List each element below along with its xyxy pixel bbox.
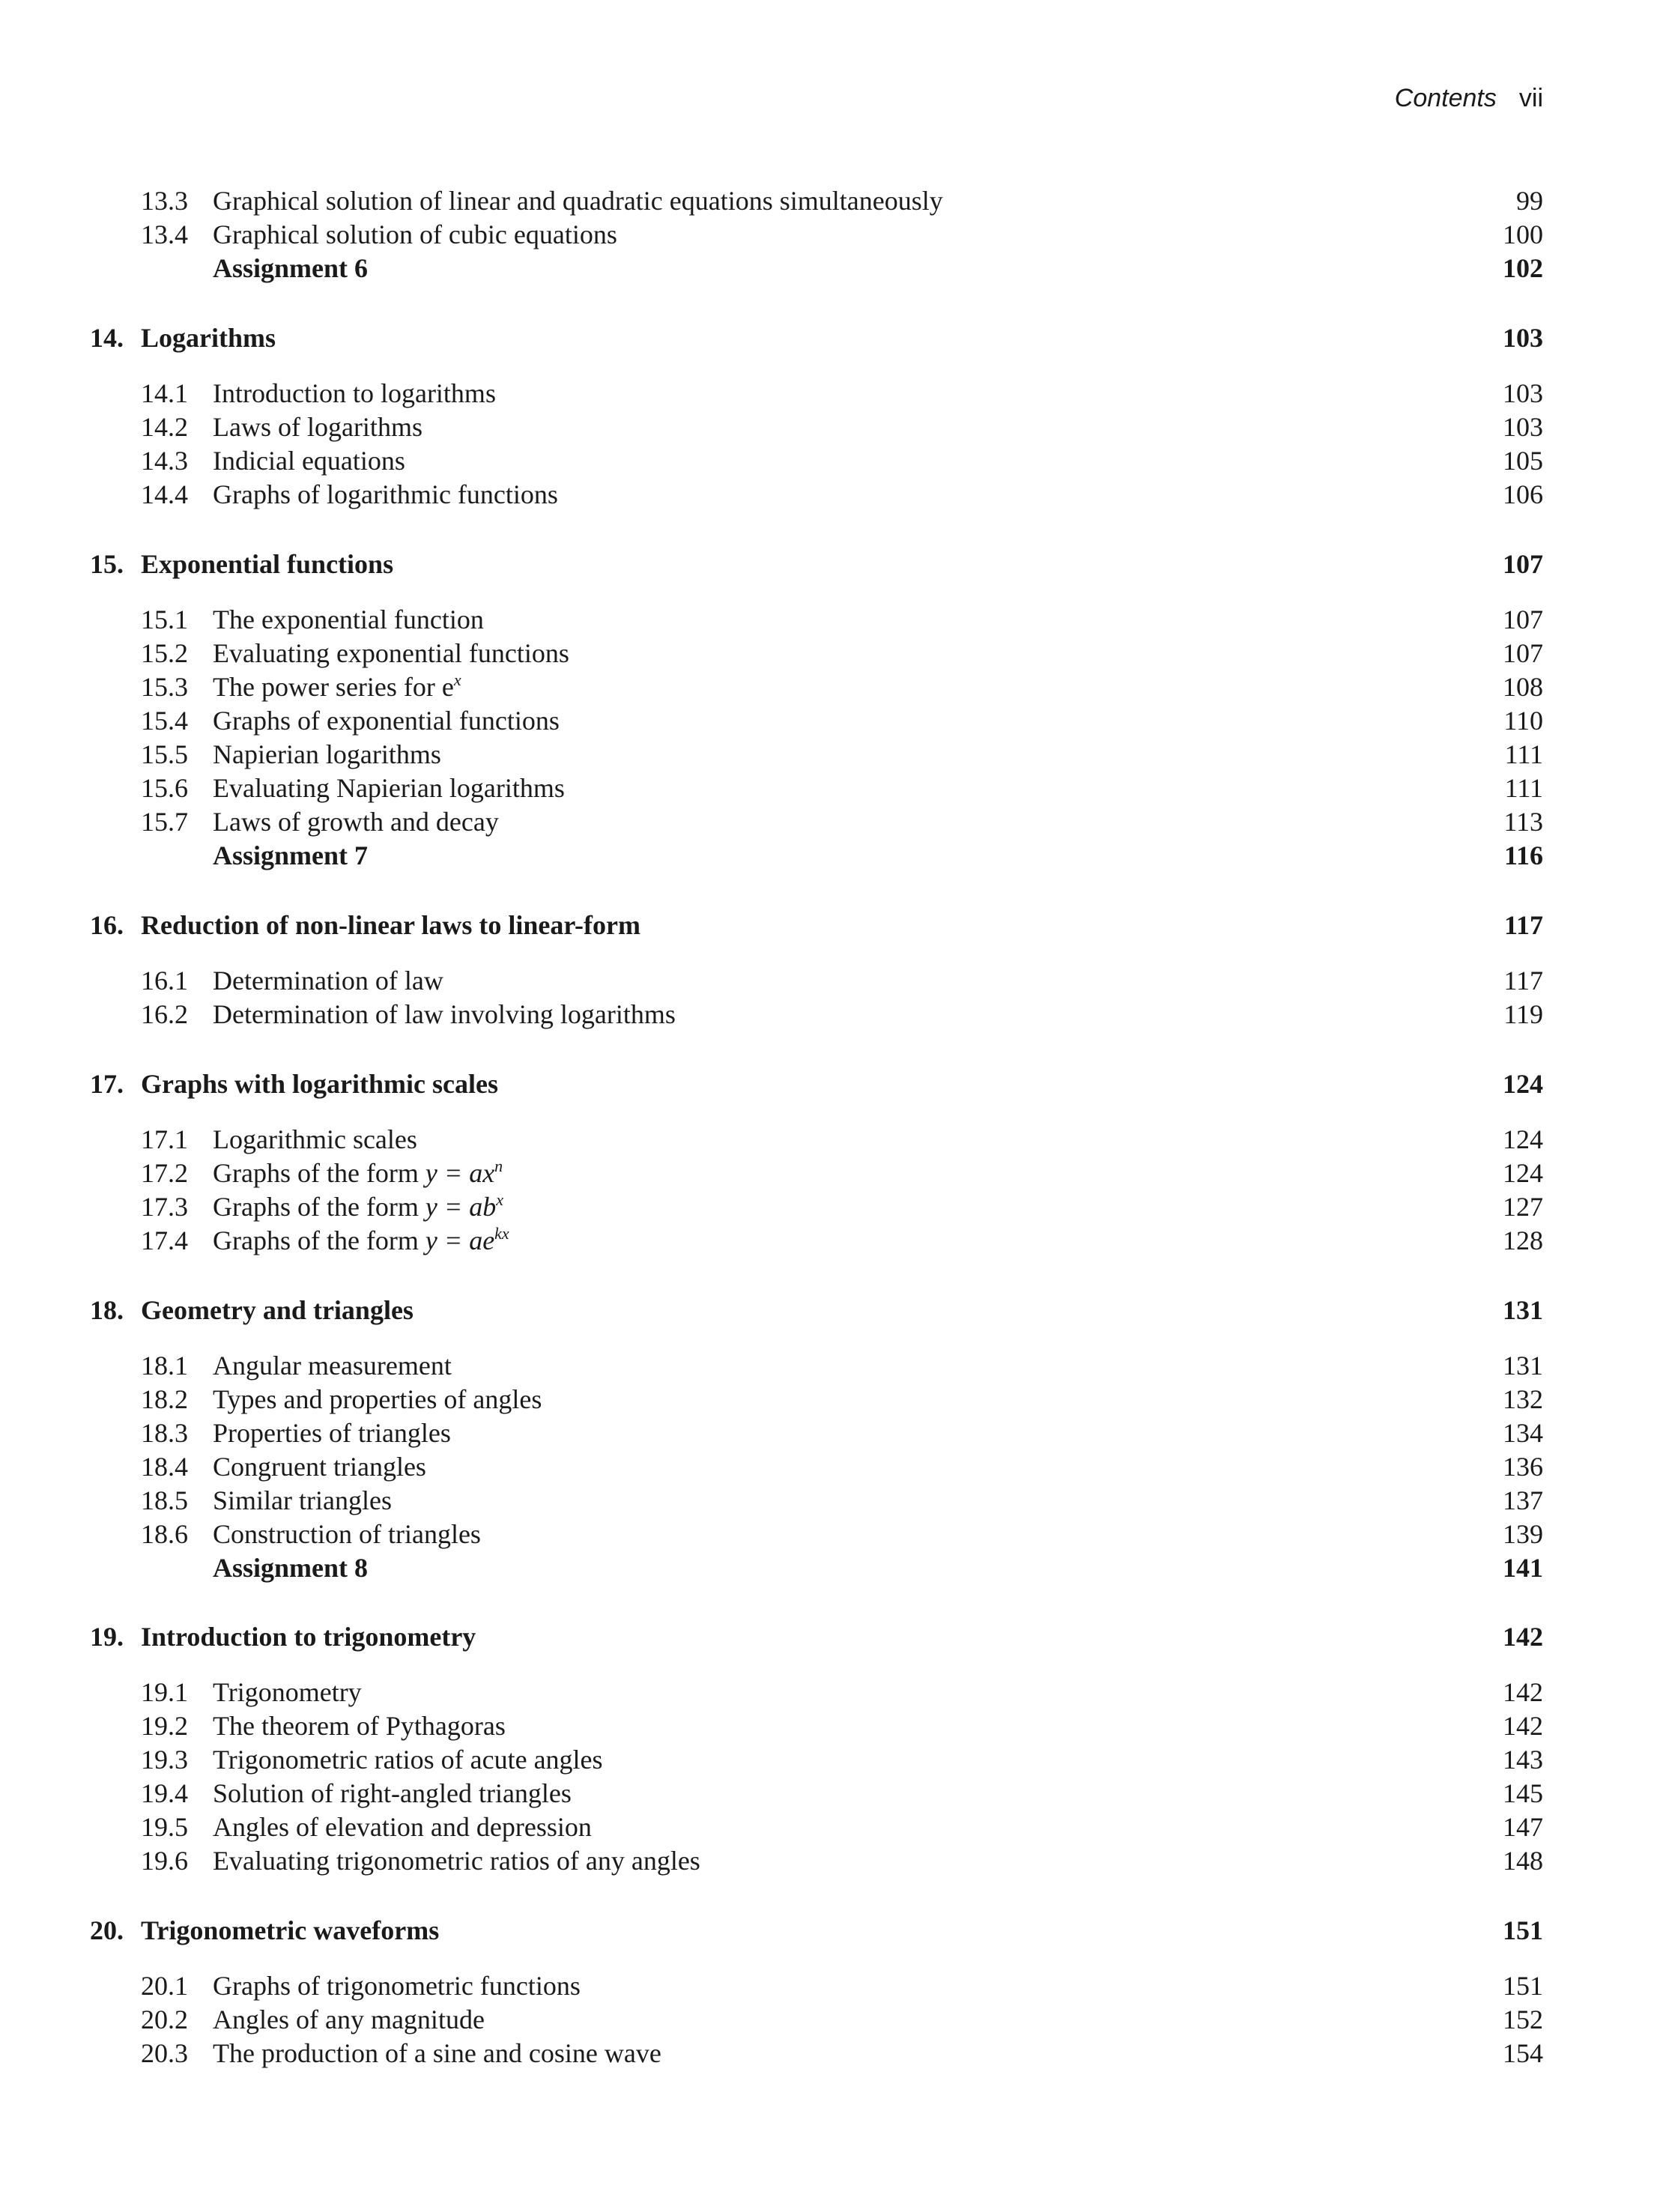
section-title: The exponential function [213,604,484,634]
toc-entry [0,636,1663,670]
page-number: 131 [1503,1351,1543,1381]
page-number: 128 [1503,1225,1543,1255]
toc-entry [0,1969,1663,2003]
page-number: 124 [1503,1158,1543,1188]
section-number: 18.1 [141,1351,188,1381]
section-title: Trigonometry [213,1677,362,1707]
section-title [213,1156,503,1190]
superscript: n [494,1157,503,1175]
section-number: 15.5 [141,739,188,769]
page-number: 142 [1503,1622,1543,1652]
section-title: Determination of law [213,966,443,996]
chapter-title: Logarithms [141,323,276,353]
toc-entry [0,1483,1663,1518]
section-number: 19.1 [141,1677,188,1707]
toc-chapter [0,1293,1663,1327]
toc-assignment [0,1551,1663,1585]
page-number: 107 [1503,604,1543,634]
page-number: 111 [1504,739,1543,769]
section-number: 15.4 [141,706,188,736]
toc-entry [0,1810,1663,1844]
running-head [1395,84,1543,113]
section-number: 20.3 [141,2038,188,2068]
section-title: The production of a sine and cosine wave [213,2038,661,2068]
page-number: 108 [1503,672,1543,702]
section-number: 15.3 [141,672,188,702]
chapter-title: Introduction to trigonometry [141,1622,476,1652]
section-title: Similar triangles [213,1485,392,1515]
section-number: 16.1 [141,966,188,996]
chapter-title: Geometry and triangles [141,1295,414,1325]
section-title: Introduction to logarithms [213,378,496,408]
section-number: 19.2 [141,1711,188,1741]
toc-chapter [0,321,1663,355]
section-number: 17.3 [141,1192,188,1222]
section-title: Graphs of exponential functions [213,706,560,736]
formula: y = ab [425,1192,497,1222]
section-title: Construction of triangles [213,1519,481,1549]
section-number: 13.4 [141,219,188,249]
toc-entry [0,1449,1663,1484]
section-title-text: Graphs of the form [213,1225,425,1255]
section-title: Laws of logarithms [213,412,422,442]
toc-entry [0,1190,1663,1224]
page-number: 103 [1503,412,1543,442]
toc-entry [0,804,1663,839]
page-number: 100 [1503,219,1543,249]
chapter-title: Trigonometric waveforms [141,1915,440,1945]
toc-entry [0,217,1663,252]
toc-entry [0,477,1663,512]
page-number: 105 [1503,446,1543,476]
toc-entry [0,376,1663,410]
section-number: 20.1 [141,1971,188,2001]
section-title: Napierian logarithms [213,739,441,769]
toc-entry [0,184,1663,218]
section-title: Properties of triangles [213,1418,451,1448]
section-title: Evaluating trigonometric ratios of any angles [213,1846,700,1876]
toc-entry [0,1122,1663,1157]
chapter-number: 14. [90,323,124,353]
section-number: 18.2 [141,1384,188,1414]
assignment-title: Assignment 6 [213,253,369,283]
section-title: Laws of growth and decay [213,807,499,837]
page-number: 103 [1503,378,1543,408]
superscript: x [496,1190,503,1209]
page-number: 106 [1503,479,1543,509]
toc-entry [0,963,1663,998]
toc-entry [0,602,1663,637]
toc-entry [0,1348,1663,1383]
assignment-title: Assignment 8 [213,1553,369,1583]
toc-entry [0,2036,1663,2070]
page-number: 143 [1503,1745,1543,1775]
section-title: Logarithmic scales [213,1124,417,1154]
page-number: 139 [1503,1519,1543,1549]
section-number: 18.4 [141,1452,188,1482]
page-number: 113 [1503,807,1543,837]
section-number: 14.3 [141,446,188,476]
section-title: Graphs of logarithmic functions [213,479,558,509]
toc-chapter [0,908,1663,942]
section-number: 19.6 [141,1846,188,1876]
toc-entry [0,410,1663,444]
section-number: 17.2 [141,1158,188,1188]
toc-entry [0,670,1663,704]
toc-entry [0,1843,1663,1878]
page-number: 110 [1503,706,1543,736]
assignment-title: Assignment 7 [213,840,369,870]
section-title: Graphical solution of linear and quadratic equations simultaneously [213,186,943,216]
section-number: 15.1 [141,604,188,634]
section-title: Evaluating exponential functions [213,638,569,668]
section-number: 15.7 [141,807,188,837]
page-number: 117 [1503,966,1543,996]
page-number: 152 [1503,2005,1543,2034]
page-number: 124 [1503,1069,1543,1099]
section-title: Angles of elevation and depression [213,1812,592,1842]
running-head-page-number: vii [1518,84,1543,112]
section-title: Solution of right-angled triangles [213,1778,572,1808]
section-number: 20.2 [141,2005,188,2034]
section-title [213,1190,503,1224]
superscript: x [453,670,461,689]
toc-entry [0,1776,1663,1810]
toc-chapter [0,547,1663,581]
toc-entry [0,1156,1663,1190]
section-title: Congruent triangles [213,1452,426,1482]
page-number: 142 [1503,1677,1543,1707]
toc-entry [0,2002,1663,2037]
section-number: 14.2 [141,412,188,442]
page-number: 134 [1503,1418,1543,1448]
page-number: 145 [1503,1778,1543,1808]
toc-entry [0,443,1663,478]
section-title: Types and properties of angles [213,1384,542,1414]
page-number: 131 [1503,1295,1543,1325]
section-number: 19.5 [141,1812,188,1842]
section-title-text: Graphs of the form [213,1192,425,1222]
toc-chapter [0,1619,1663,1654]
section-number: 16.2 [141,999,188,1029]
section-title: Graphical solution of cubic equations [213,219,617,249]
page-number: 102 [1503,253,1543,283]
toc-entry [0,1742,1663,1777]
toc-entry [0,703,1663,738]
page-number: 141 [1503,1553,1543,1583]
running-head-label: Contents [1394,84,1497,112]
toc-entry [0,1223,1663,1258]
section-title: Angles of any magnitude [213,2005,485,2034]
page-number: 147 [1503,1812,1543,1842]
chapter-number: 17. [90,1069,124,1099]
superscript: kx [494,1224,509,1243]
section-number: 19.4 [141,1778,188,1808]
toc-entry [0,737,1663,772]
section-number: 19.3 [141,1745,188,1775]
page-number: 127 [1503,1192,1543,1222]
toc-entry [0,771,1663,805]
page-number: 132 [1503,1384,1543,1414]
section-title: Evaluating Napierian logarithms [213,773,565,803]
toc-entry [0,1416,1663,1450]
page-number: 111 [1504,773,1543,803]
page-number: 117 [1503,910,1543,940]
section-title-text: Graphs of the form [213,1158,425,1188]
section-number: 18.3 [141,1418,188,1448]
toc-entry [0,1675,1663,1709]
section-title: Determination of law involving logarithms [213,999,676,1029]
page-number: 142 [1503,1711,1543,1741]
section-title: Angular measurement [213,1351,452,1381]
section-title: Indicial equations [213,446,405,476]
toc-entry [0,997,1663,1031]
chapter-title: Graphs with logarithmic scales [141,1069,498,1099]
section-number: 18.6 [141,1519,188,1549]
section-title: Trigonometric ratios of acute angles [213,1745,603,1775]
page-number: 151 [1503,1915,1543,1945]
section-number: 15.2 [141,638,188,668]
section-title: Graphs of trigonometric functions [213,1971,581,2001]
section-number: 14.4 [141,479,188,509]
chapter-number: 15. [90,549,124,579]
section-title-text: The power series for e [213,672,454,702]
chapter-number: 20. [90,1915,124,1945]
formula: y = ae [425,1225,495,1255]
section-number: 13.3 [141,186,188,216]
formula: y = ax [425,1158,495,1188]
section-number: 17.1 [141,1124,188,1154]
section-title: The theorem of Pythagoras [213,1711,506,1741]
section-number: 15.6 [141,773,188,803]
chapter-number: 16. [90,910,124,940]
toc-chapter [0,1913,1663,1948]
page-number: 116 [1503,840,1543,870]
chapter-title: Reduction of non-linear laws to linear-form [141,910,640,940]
toc-chapter [0,1067,1663,1101]
page-number: 99 [1516,186,1543,216]
section-number: 14.1 [141,378,188,408]
toc-assignment [0,838,1663,873]
page-number: 148 [1503,1846,1543,1876]
section-title [213,1223,509,1258]
toc-entry [0,1709,1663,1743]
toc-entry [0,1517,1663,1551]
toc-assignment [0,251,1663,285]
page-number: 137 [1503,1485,1543,1515]
chapter-number: 19. [90,1622,124,1652]
page-number: 124 [1503,1124,1543,1154]
chapter-title: Exponential functions [141,549,394,579]
page-number: 103 [1503,323,1543,353]
section-number: 18.5 [141,1485,188,1515]
toc-entry [0,1382,1663,1416]
page-number: 107 [1503,638,1543,668]
page-number: 107 [1503,549,1543,579]
section-number: 17.4 [141,1225,188,1255]
page-number: 136 [1503,1452,1543,1482]
page-number: 151 [1503,1971,1543,2001]
page-number: 119 [1503,999,1543,1029]
chapter-number: 18. [90,1295,124,1325]
section-title [213,670,461,704]
page-number: 154 [1503,2038,1543,2068]
